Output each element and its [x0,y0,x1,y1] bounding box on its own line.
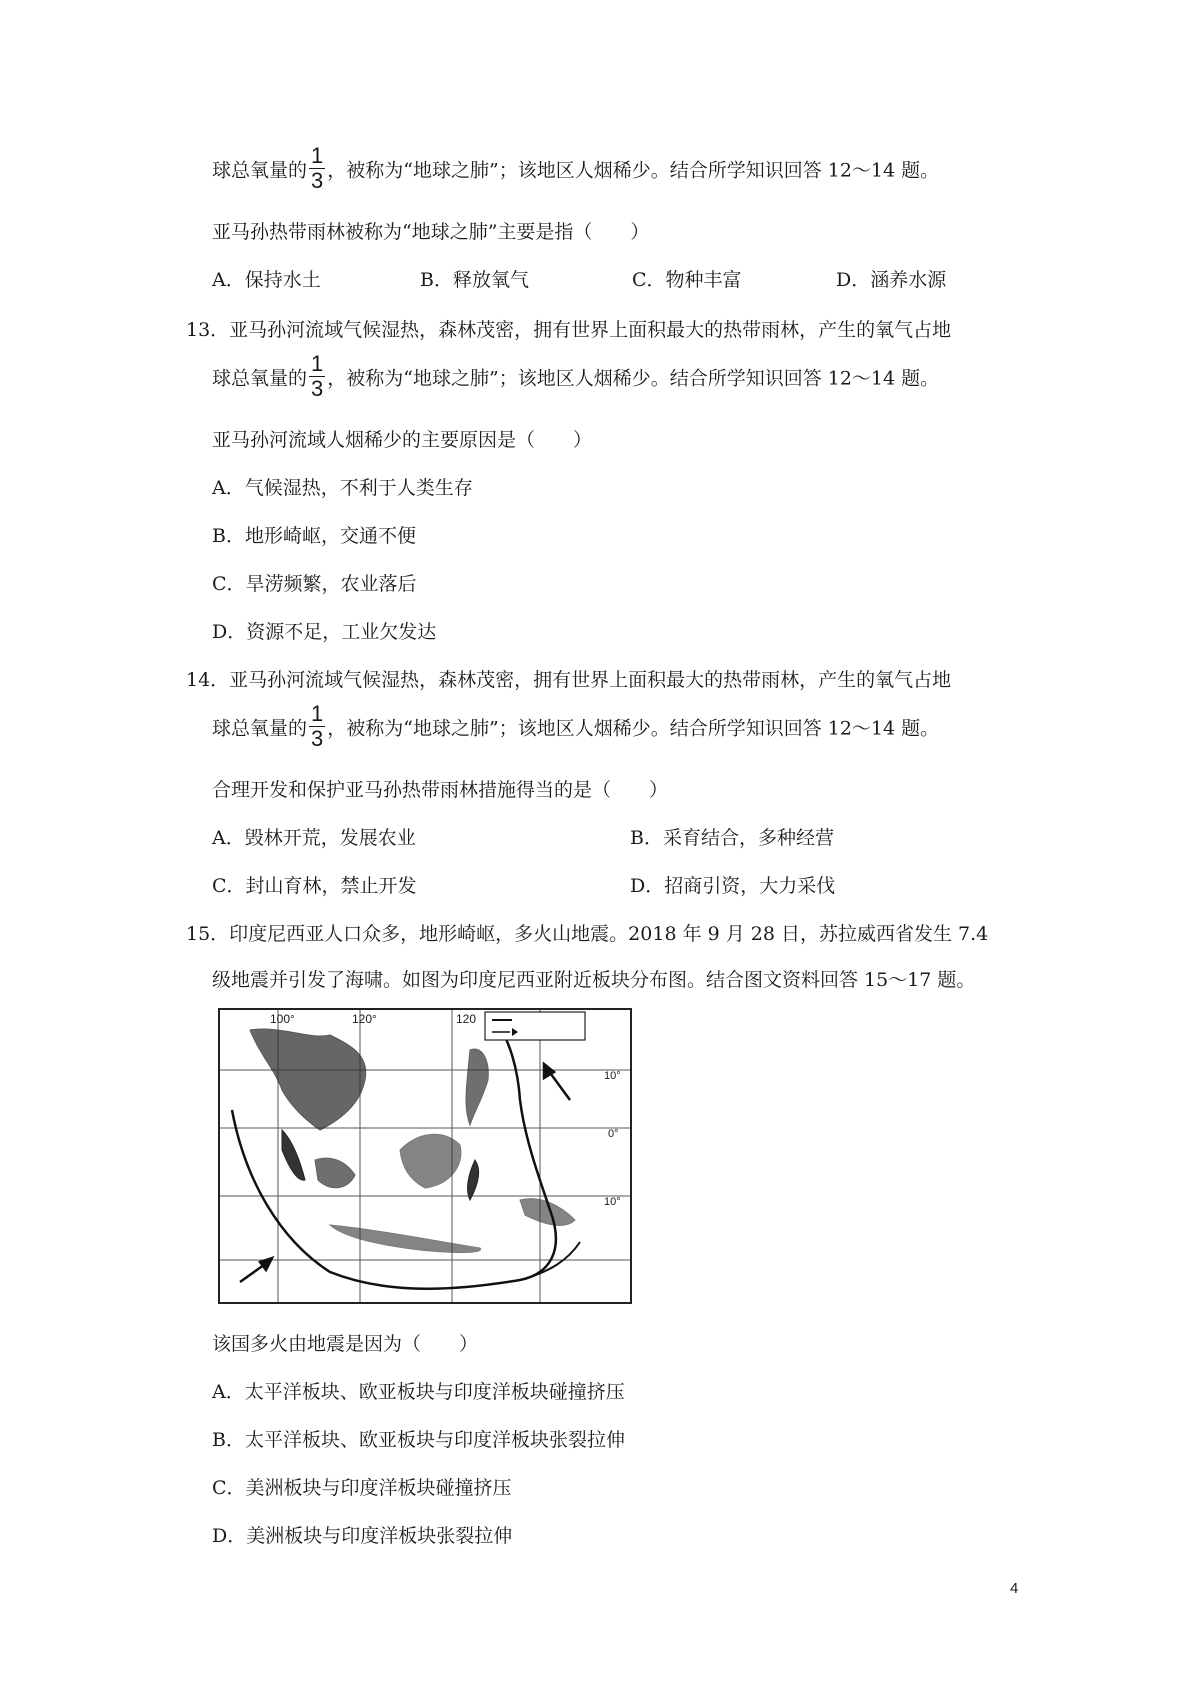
fraction-one-third: $\frac{1}{3}$ [311,351,324,401]
map-lat-label-10n: 10° [604,1070,621,1082]
q12-option-b[interactable]: B．释放氧气 [420,269,529,291]
map-lon-label-120b: 120 [456,1012,477,1026]
plate-map-drawing [220,1010,630,1302]
q12-option-a[interactable]: A．保持水土 [212,269,321,291]
q15-option-c[interactable]: C．美洲板块与印度洋板块碰撞挤压 [212,1477,512,1499]
q14-stem-line2: 球总氧量的 $\frac{1}{3}$ ，被称为“地球之肺”；该地区人烟稀少。结合所学知识回答 12～14 题。 [212,701,940,751]
q13-question: 亚马孙河流域人烟稀少的主要原因是（ ） [212,429,593,451]
indonesia-plate-map [218,1008,632,1304]
q13-option-d[interactable]: D．资源不足，工业欠发达 [212,621,437,643]
q13-option-b[interactable]: B．地形崎岖，交通不便 [212,525,416,547]
q14-stem-line1: 14．亚马孙河流域气候湿热，森林茂密，拥有世界上面积最大的热带雨林，产生的氧气占地 [186,669,952,691]
q13-stem-line2: 球总氧量的 $\frac{1}{3}$ ，被称为“地球之肺”；该地区人烟稀少。结合所学知识回答 12～14 题。 [212,351,940,401]
q14-option-c[interactable]: C．封山育林，禁止开发 [212,875,417,897]
map-lat-label-10s: 10° [604,1196,621,1208]
q12-option-d[interactable]: D．涵养水源 [836,269,947,291]
page-number: 4 [1010,1580,1019,1597]
q14-option-b[interactable]: B．采育结合，多种经营 [630,827,834,849]
q13-stem-line1: 13．亚马孙河流域气候湿热，森林茂密，拥有世界上面积最大的热带雨林，产生的氧气占地 [186,319,952,341]
q14-option-d[interactable]: D．招商引资，大力采伐 [630,875,836,897]
map-lon-label-100: 100° [270,1012,295,1026]
q15-stem-line1: 15．印度尼西亚人口众多，地形崎岖，多火山地震。2018 年 9 月 28 日，苏拉威西省发生 7.4 [186,923,989,945]
q15-question: 该国多火由地震是因为（ ） [212,1333,479,1355]
q12-option-c[interactable]: C．物种丰富 [632,269,742,291]
q15-option-d[interactable]: D．美洲板块与印度洋板块张裂拉伸 [212,1525,513,1547]
q14-option-a[interactable]: A．毁林开荒，发展农业 [212,827,416,849]
q15-option-a[interactable]: A．太平洋板块、欧亚板块与印度洋板块碰撞挤压 [212,1381,625,1403]
q13-option-a[interactable]: A．气候湿热，不利于人类生存 [212,477,473,499]
map-lat-label-0: 0° [608,1128,619,1140]
fraction-one-third: $\frac{1}{3}$ [311,701,324,751]
q13-option-c[interactable]: C．旱涝频繁，农业落后 [212,573,417,595]
q14-question: 合理开发和保护亚马孙热带雨林措施得当的是（ ） [212,779,669,801]
fraction-one-third: $\frac{1}{3}$ [311,143,324,193]
q12-question: 亚马孙热带雨林被称为“地球之肺”主要是指（ ） [212,221,650,243]
q15-option-b[interactable]: B．太平洋板块、欧亚板块与印度洋板块张裂拉伸 [212,1429,625,1451]
q12-stem-line: 球总氧量的 $\frac{1}{3}$ ，被称为“地球之肺”；该地区人烟稀少。结合所学知识回答 12～14 题。 [212,143,940,193]
map-lon-label-120a: 120° [352,1012,377,1026]
q15-stem-line2: 级地震并引发了海啸。如图为印度尼西亚附近板块分布图。结合图文资料回答 15～17 题。 [212,969,976,991]
